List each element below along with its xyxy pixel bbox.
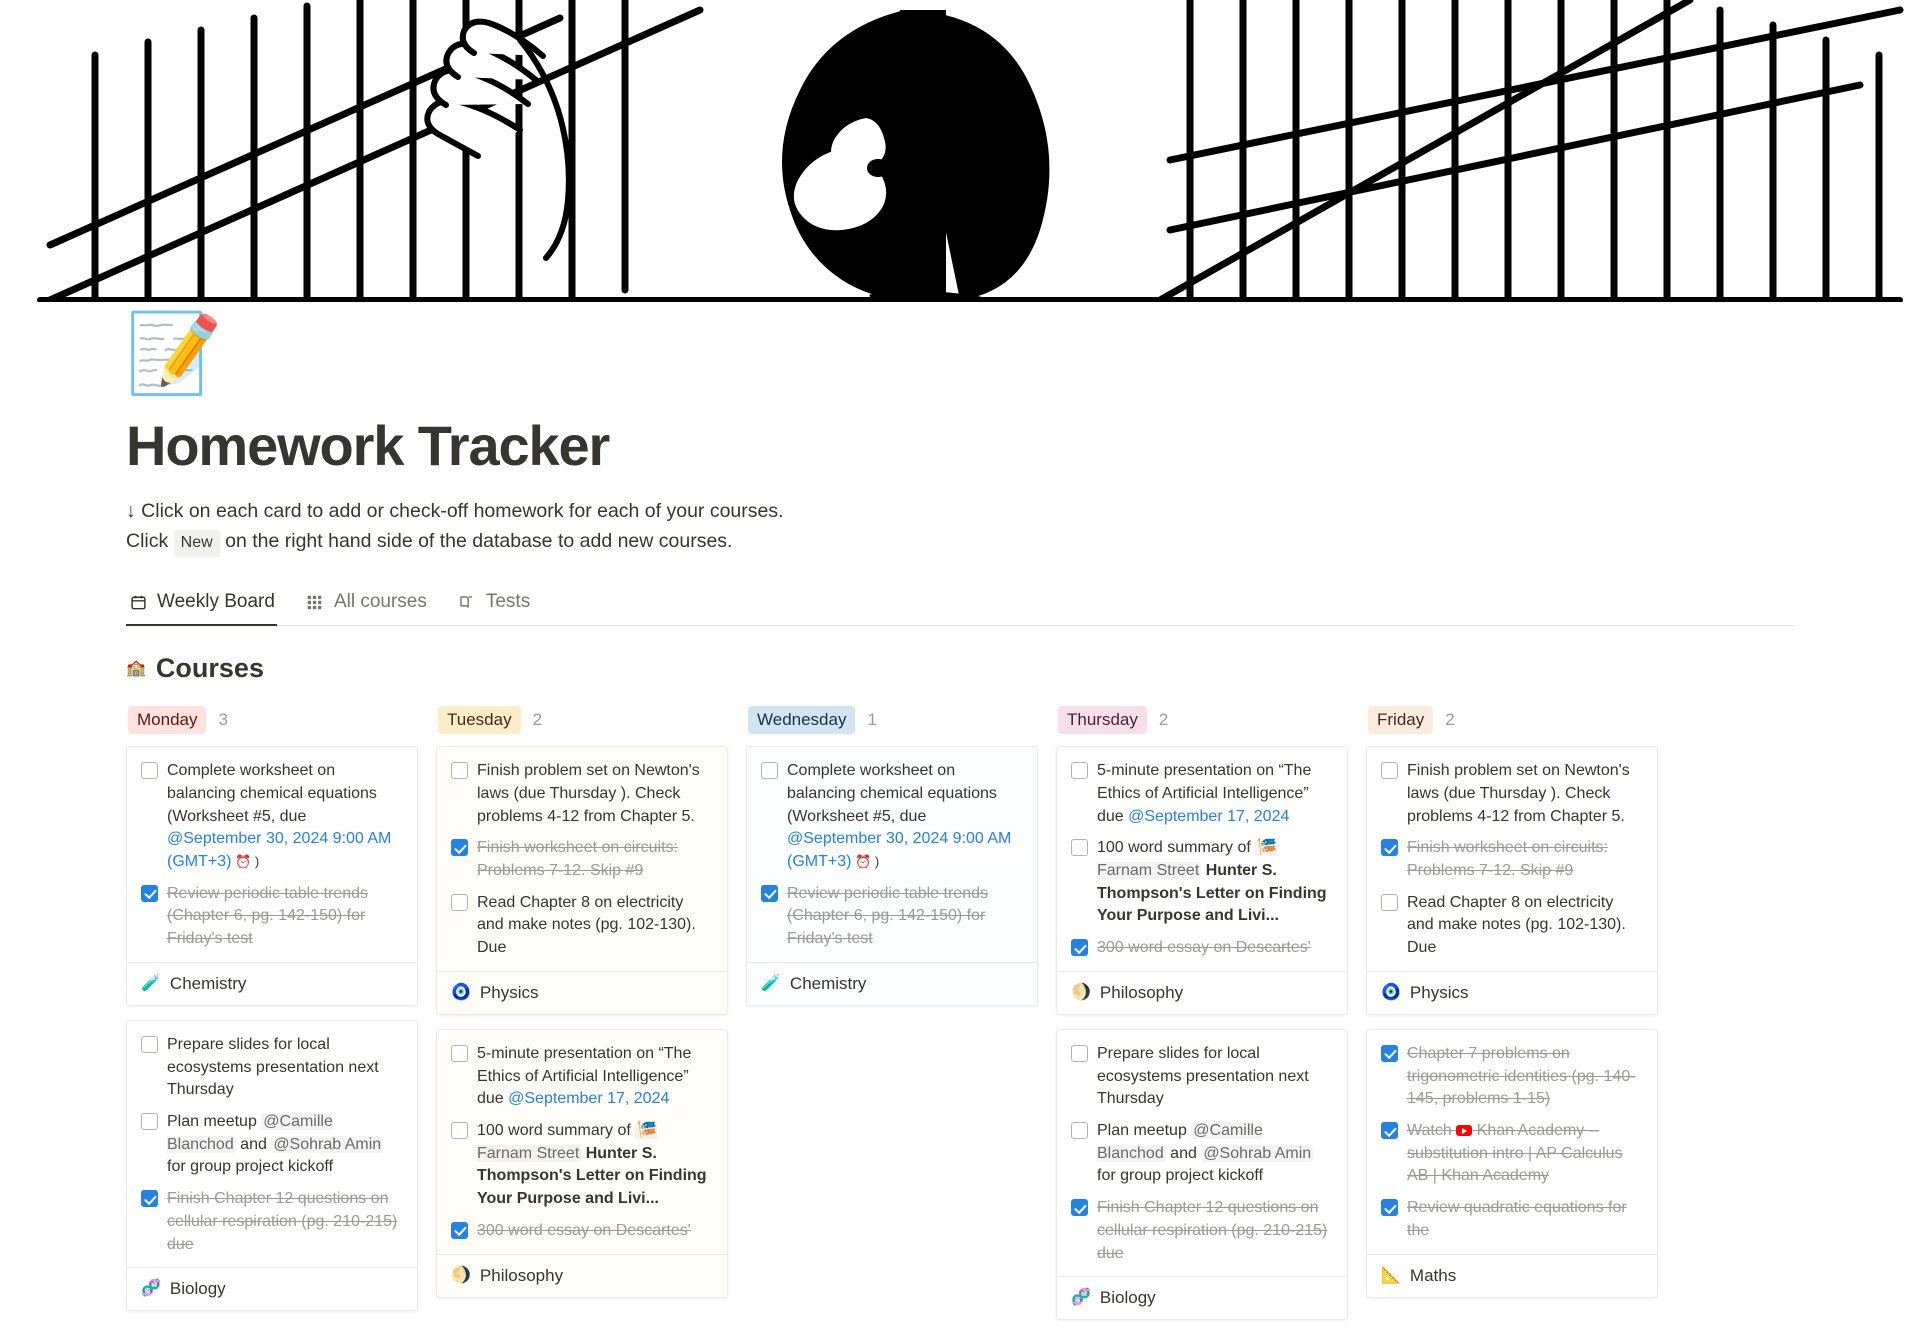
date-mention[interactable]: @September 30, 2024 9:00 AM (GMT+3)	[167, 830, 392, 870]
text: Review quadratic equations for the	[1407, 1199, 1627, 1239]
course-icon: 🌖	[451, 1266, 471, 1284]
course-name: Biology	[169, 1279, 226, 1299]
date-mention[interactable]: @September 17, 2024	[1128, 807, 1290, 825]
checkbox[interactable]	[451, 1045, 468, 1062]
card-course-footer[interactable]	[127, 1267, 417, 1310]
course-card[interactable]	[436, 746, 728, 1015]
page-description-line-2	[126, 526, 1794, 557]
column-count: 3	[218, 710, 228, 730]
todo-item[interactable]	[1071, 937, 1333, 960]
checkbox[interactable]	[1071, 1122, 1088, 1139]
course-card[interactable]	[746, 746, 1038, 1006]
course-icon: 🌖	[1071, 983, 1091, 1001]
todo-text	[1097, 1197, 1333, 1265]
text: and	[1165, 1144, 1202, 1162]
text: Finish Chapter 12 questions on cellular respiration (pg. 210-215) due	[167, 1190, 398, 1253]
text: Complete worksheet on balancing chemical equations (Worksheet #5, due	[787, 762, 997, 825]
checkbox[interactable]	[141, 762, 158, 779]
todo-item[interactable]	[1071, 1197, 1333, 1265]
section-heading-label: Courses	[155, 653, 264, 684]
todo-text	[1407, 1120, 1643, 1188]
todo-text	[477, 760, 713, 828]
checkbox[interactable]	[451, 762, 468, 779]
section-heading	[126, 653, 1794, 684]
card-todo-list	[437, 1030, 727, 1254]
text: Review periodic table trends (Chapter 6, pg. 142-150) for Friday's test	[787, 884, 988, 948]
text: Prepare slides for local ecosystems presentation next Thursday	[1097, 1044, 1309, 1108]
column-count: 2	[1158, 710, 1169, 730]
todo-item[interactable]	[1381, 1043, 1643, 1111]
board-column-thursday	[1056, 702, 1348, 1334]
help-text-2-suffix: on the right hand side of the database to add new courses.	[225, 530, 733, 553]
course-name: Chemistry	[789, 973, 867, 993]
column-count: 1	[867, 710, 877, 730]
todo-text	[787, 760, 1023, 874]
todo-item[interactable]	[1381, 1197, 1643, 1242]
text: 5-minute presentation on “The Ethics of Artificial Intelligence” due	[477, 1044, 692, 1108]
todo-item[interactable]	[1381, 892, 1643, 960]
youtube-icon	[1456, 1125, 1472, 1136]
todo-item[interactable]	[451, 1220, 713, 1243]
card-todo-list	[437, 747, 727, 971]
text: Khan Academy -- substitution intro | AP Calculus AB | Khan Academy	[1407, 1122, 1623, 1185]
board-column-tuesday	[436, 702, 728, 1312]
mention[interactable]: @Camille Blanchod	[167, 1113, 333, 1153]
column-header	[1056, 702, 1348, 746]
course-name: Physics	[1409, 982, 1469, 1002]
course-icon: 📐	[1381, 1266, 1401, 1284]
school-icon: 🏫	[126, 659, 146, 677]
course-name: Physics	[479, 982, 539, 1002]
mention[interactable]: @Sohrab Amin	[273, 1135, 382, 1153]
text: for group project kickoff	[167, 1158, 334, 1176]
day-badge: Tuesday	[438, 706, 521, 734]
course-name: Maths	[1409, 1265, 1457, 1285]
checkbox[interactable]	[141, 1113, 158, 1130]
checkbox[interactable]	[1381, 1122, 1398, 1139]
checkbox[interactable]	[1381, 762, 1398, 779]
course-card[interactable]	[126, 1020, 418, 1311]
board-column-friday	[1366, 702, 1658, 1312]
checkbox[interactable]	[1381, 1199, 1398, 1216]
text: Finish worksheet on circuits: Problems 7-12. Skip #9	[1407, 839, 1608, 879]
day-badge: Thursday	[1058, 706, 1147, 734]
weekly-board	[126, 702, 1794, 1344]
todo-text	[1407, 892, 1643, 960]
card-course-footer[interactable]	[1367, 971, 1657, 1014]
todo-item[interactable]	[451, 892, 713, 960]
day-badge: Friday	[1368, 706, 1433, 734]
mention[interactable]: @Camille Blanchod	[1097, 1122, 1263, 1162]
card-todo-list	[127, 747, 417, 962]
todo-text	[477, 1120, 713, 1211]
card-course-footer[interactable]	[1367, 1254, 1657, 1297]
checkbox[interactable]	[1071, 939, 1088, 956]
todo-text	[1407, 760, 1643, 828]
text: Finish problem set on Newton's laws (due Thursday ). Check problems 4-12 from Chapter 5.	[477, 762, 700, 825]
todo-text	[1407, 1043, 1643, 1111]
course-card[interactable]	[1366, 746, 1658, 1015]
board-column-monday	[126, 702, 418, 1325]
text: Plan meetup	[167, 1113, 262, 1131]
todo-text	[1097, 1120, 1333, 1188]
card-todo-list	[1057, 1030, 1347, 1276]
todo-item[interactable]	[141, 883, 403, 951]
checkbox[interactable]	[761, 762, 778, 779]
text: Plan meetup	[1097, 1122, 1192, 1140]
card-course-footer[interactable]	[1057, 971, 1347, 1014]
card-course-footer[interactable]	[127, 962, 417, 1005]
page-icon[interactable]	[126, 305, 222, 401]
todo-item[interactable]	[1381, 760, 1643, 828]
todo-item[interactable]	[141, 1034, 403, 1102]
text: Complete worksheet on balancing chemical equations (Worksheet #5, due	[167, 762, 377, 825]
calendar-icon	[128, 592, 148, 612]
tab-label: All courses	[333, 591, 427, 613]
card-todo-list	[747, 747, 1037, 962]
reminder-icon: ⏰ )	[231, 853, 260, 869]
text: Read Chapter 8 on electricity and make notes (pg. 102-130). Due	[1407, 893, 1626, 957]
todo-item[interactable]	[1381, 837, 1643, 882]
card-course-footer[interactable]	[437, 971, 727, 1014]
todo-text	[1097, 937, 1311, 960]
text: Finish Chapter 12 questions on cellular respiration (pg. 210-215) due	[1097, 1199, 1328, 1262]
column-header	[126, 702, 418, 746]
checkbox[interactable]	[1381, 1045, 1398, 1062]
todo-text	[787, 883, 1023, 951]
todo-item[interactable]	[761, 883, 1023, 951]
course-card[interactable]	[1366, 1029, 1658, 1298]
todo-item[interactable]	[451, 1120, 713, 1211]
column-count: 2	[532, 710, 543, 730]
memo-pencil-icon: 📝	[125, 309, 223, 397]
text: 100 word summary of	[477, 1122, 636, 1140]
checkbox[interactable]	[1071, 1045, 1088, 1062]
date-mention[interactable]: @September 17, 2024	[508, 1090, 670, 1108]
checkbox[interactable]	[451, 894, 468, 911]
todo-item[interactable]	[1381, 1120, 1643, 1188]
date-mention[interactable]: @September 30, 2024 9:00 AM (GMT+3)	[787, 830, 1012, 870]
checkbox[interactable]	[451, 839, 468, 856]
card-todo-list	[127, 1021, 417, 1267]
page-description-line-1	[126, 496, 1794, 526]
todo-text	[167, 1034, 403, 1102]
todo-item[interactable]	[1071, 1120, 1333, 1188]
page-title[interactable]: Homework Tracker	[126, 414, 610, 477]
todo-item[interactable]	[141, 760, 403, 874]
checkbox[interactable]	[1381, 894, 1398, 911]
checkbox[interactable]	[141, 1036, 158, 1053]
todo-text	[1407, 1197, 1643, 1242]
text: for group project kickoff	[1097, 1167, 1264, 1185]
text: Finish problem set on Newton's laws (due Thursday ). Check problems 4-12 from Chapter 5.	[1407, 762, 1630, 825]
column-header	[1366, 702, 1658, 746]
column-header	[746, 702, 1038, 746]
text: Review periodic table trends (Chapter 6, pg. 142-150) for Friday's test	[167, 884, 368, 948]
card-todo-list	[1057, 747, 1347, 971]
new-chip[interactable]: New	[174, 530, 220, 557]
reminder-icon: ⏰ )	[851, 853, 880, 869]
todo-text	[167, 883, 403, 951]
course-name: Philosophy	[1099, 982, 1184, 1002]
course-name: Biology	[1099, 1288, 1156, 1308]
day-badge: Wednesday	[748, 706, 855, 734]
todo-item[interactable]	[451, 760, 713, 828]
text: Chapter 7 problems on trigonometric identities (pg. 140-145, problems 1-15)	[1407, 1044, 1636, 1108]
text: Watch	[1407, 1122, 1457, 1140]
card-course-footer[interactable]	[437, 1254, 727, 1297]
text: Finish worksheet on circuits: Problems 7-12. Skip #9	[477, 839, 678, 879]
todo-text	[167, 1188, 403, 1256]
tab-all-courses[interactable]	[303, 583, 429, 626]
help-text-1: ↓ Click on each card to add or check-off homework for each of your courses.	[126, 500, 784, 522]
card-todo-list	[1367, 747, 1657, 971]
course-icon: 🧬	[141, 1280, 161, 1298]
card-todo-list	[1367, 1030, 1657, 1254]
checkbox[interactable]	[1071, 762, 1088, 779]
card-course-footer[interactable]	[1057, 1276, 1347, 1319]
course-name: Chemistry	[169, 973, 247, 993]
page-cover-image	[0, 0, 1920, 365]
checkbox[interactable]	[761, 885, 778, 902]
book-icon	[457, 592, 477, 612]
course-card[interactable]	[1056, 746, 1348, 1015]
todo-item[interactable]	[1071, 760, 1333, 828]
text: 100 word summary of	[1097, 839, 1256, 857]
course-icon: 🧿	[1381, 983, 1401, 1001]
card-course-footer[interactable]	[747, 962, 1037, 1005]
course-card[interactable]	[126, 746, 418, 1006]
todo-item[interactable]	[141, 1188, 403, 1256]
checkbox[interactable]	[451, 1122, 468, 1139]
checkbox[interactable]	[451, 1222, 468, 1239]
todo-text	[477, 1043, 713, 1111]
checkbox[interactable]	[141, 885, 158, 902]
todo-item[interactable]	[1071, 837, 1333, 928]
view-tabs	[126, 583, 1794, 626]
todo-item[interactable]	[451, 837, 713, 882]
mention[interactable]: 🎏 Farnam Street	[477, 1122, 658, 1162]
todo-text	[477, 892, 713, 960]
grid-icon	[305, 592, 325, 612]
mention[interactable]: 🎏 Farnam Street	[1097, 839, 1278, 879]
text: and	[235, 1135, 272, 1153]
course-name: Philosophy	[479, 1265, 564, 1285]
text: Read Chapter 8 on electricity and make notes (pg. 102-130). Due	[477, 893, 696, 957]
checkbox[interactable]	[1381, 839, 1398, 856]
text: 300 word essay on Descartes'	[477, 1221, 691, 1239]
course-icon: 🧬	[1071, 1289, 1091, 1307]
todo-text	[1097, 760, 1333, 828]
help-text-2-prefix: Click	[126, 530, 169, 553]
course-icon: 🧪	[761, 974, 781, 992]
todo-text	[477, 837, 713, 882]
checkbox[interactable]	[1071, 1199, 1088, 1216]
todo-item[interactable]	[761, 760, 1023, 874]
todo-text	[1407, 837, 1643, 882]
course-icon: 🧿	[451, 983, 471, 1001]
todo-text	[1097, 837, 1333, 928]
todo-item[interactable]	[451, 1043, 713, 1111]
course-card[interactable]	[436, 1029, 728, 1298]
todo-text	[477, 1220, 691, 1243]
tab-label: Tests	[485, 591, 531, 613]
tab-tests[interactable]	[455, 583, 532, 626]
mention[interactable]: @Sohrab Amin	[1203, 1144, 1312, 1162]
checkbox[interactable]	[1071, 839, 1088, 856]
board-column-wednesday	[746, 702, 1038, 1020]
day-badge: Monday	[128, 706, 206, 734]
text: Prepare slides for local ecosystems presentation next Thursday	[167, 1035, 379, 1099]
tab-label: Weekly Board	[157, 591, 275, 613]
column-header	[436, 702, 728, 746]
course-icon: 🧪	[141, 974, 161, 992]
todo-item[interactable]	[141, 1111, 403, 1179]
todo-text	[1097, 1043, 1333, 1111]
column-count: 2	[1445, 710, 1455, 730]
link-title[interactable]: Hunter S. Thompson's Letter on Finding Your Purpose and Livi...	[477, 1144, 707, 1208]
text: 5-minute presentation on “The Ethics of Artificial Intelligence” due	[1097, 762, 1312, 825]
course-card[interactable]	[1056, 1029, 1348, 1320]
text: 300 word essay on Descartes'	[1097, 939, 1311, 957]
link-title[interactable]: Hunter S. Thompson's Letter on Finding Your Purpose and Livi...	[1097, 861, 1327, 925]
todo-text	[167, 760, 403, 874]
tab-weekly-board[interactable]	[126, 583, 277, 626]
todo-item[interactable]	[1071, 1043, 1333, 1111]
todo-text	[167, 1111, 403, 1179]
